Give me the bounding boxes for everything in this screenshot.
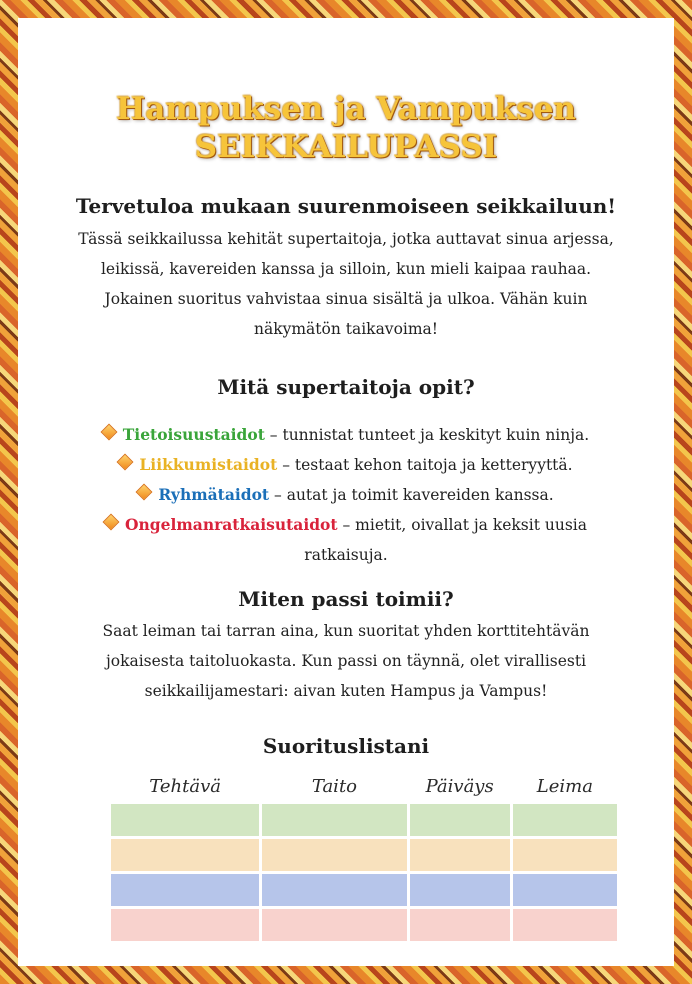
column-header-stamp: Leima [536,775,593,797]
skills-heading: Mitä supertaitoja opit? [217,375,475,399]
skill-name: Ryhmätaidot [158,485,270,504]
table-cell[interactable] [513,804,617,836]
page-title [32,90,660,166]
column-header-task: Tehtävä [149,775,221,797]
skills-list [72,420,620,570]
table-row [111,874,617,906]
table-header-row [111,771,617,801]
diamond-icon [136,484,153,501]
skill-description: – autat ja toimit kavereiden kanssa. [269,486,554,504]
skill-item-movement [72,450,620,480]
table-cell[interactable] [513,839,617,871]
welcome-text: Tässä seikkailussa kehität supertaitoja, jotka auttavat sinua arjessa, leikissä, kavereiden kanssa ja silloin, kun mieli kaipaa rauhaa. Jokainen suoritus vahvistaa sinua sisältä ja ulkoa. Vähän kuin näkymätön taikavoima! [78,230,614,338]
table-cell[interactable] [111,804,259,836]
table-cell[interactable] [262,839,406,871]
table-cell[interactable] [111,839,259,871]
table-cell[interactable] [410,874,510,906]
title-line-1: Hampuksen ja Vampuksen [116,91,576,127]
skill-item-awareness [72,420,620,450]
table-cell[interactable] [111,874,259,906]
diamond-icon [100,424,117,441]
title-line-2: SEIKKAILUPASSI [194,129,498,165]
table-cell[interactable] [262,804,406,836]
achievement-table [108,768,620,944]
table-cell[interactable] [410,804,510,836]
table-cell[interactable] [513,909,617,941]
skill-description: – tunnistat tunteet ja keskityt kuin ninja. [264,426,590,444]
table-cell[interactable] [262,874,406,906]
table-cell[interactable] [410,839,510,871]
skill-name: Tietoisuustaidot [122,425,265,444]
table-row [111,839,617,871]
howto-text: Saat leiman tai tarran aina, kun suoritat yhden korttitehtävän jokaisesta taitoluokasta. Kun passi on täynnä, olet virallisesti seikkailijamestari: aivan kuten Hampus ja Vampus! [102,622,590,700]
skill-description: – mietit, oivallat ja keksit uusia ratkaisuja. [304,516,587,564]
table-cell[interactable] [513,874,617,906]
skill-item-problem-solving [72,510,620,570]
skill-item-group [72,480,620,510]
page-content [32,32,660,952]
welcome-heading: Tervetuloa mukaan suurenmoiseen seikkailuun! [75,194,617,218]
skill-description: – testaat kehon taitoja ja ketteryyttä. [277,456,573,474]
table-cell[interactable] [111,909,259,941]
table-cell[interactable] [262,909,406,941]
table-row [111,804,617,836]
table-cell[interactable] [410,909,510,941]
table-row [111,909,617,941]
column-header-date: Päiväys [425,775,494,797]
skill-name: Ongelmanratkaisutaidot [125,515,338,534]
skill-name: Liikkumistaidot [139,455,278,474]
list-heading: Suorituslistani [262,734,430,758]
howto-heading: Miten passi toimii? [238,587,454,611]
diamond-icon [103,514,120,531]
column-header-skill: Taito [311,775,358,797]
diamond-icon [117,454,134,471]
